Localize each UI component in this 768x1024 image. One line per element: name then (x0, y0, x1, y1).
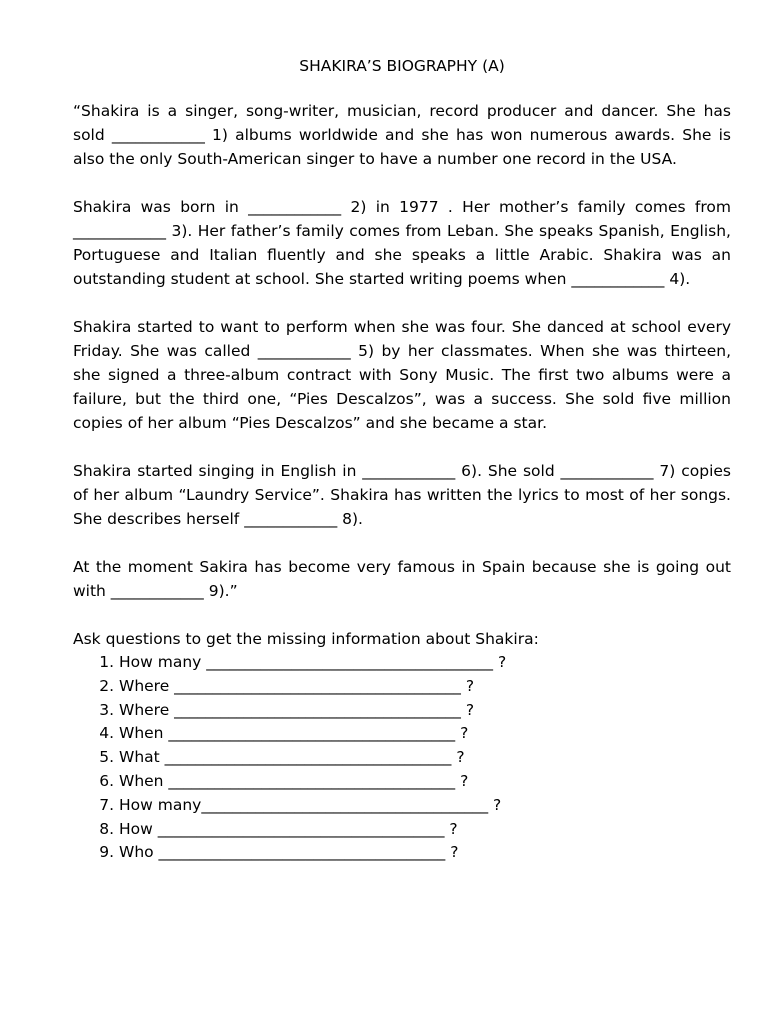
paragraph-1: “Shakira is a singer, song-writer, musician, record producer and dancer. She has sold ____________ 1) albums worldwide and she has won numerous awards. She is also the only South-American singer to have a number one record in the USA. (73, 102, 731, 168)
paragraph-3: Shakira started to want to perform when she was four. She danced at school every Friday. She was called ____________ 5) by her classmates. When she was thirteen, she signed a three-album contract with Sony Music. The first two albums were a failure, but the third one, “Pies Descalzos”, was a success. She sold five million copies of her album “Pies Descalzos” and she became a star. (73, 318, 731, 432)
paragraph-2: Shakira was born in ____________ 2) in 1977 . Her mother’s family comes from ____________ 3). Her father’s family comes from Leban. She speaks Spanish, English, Portuguese and Italian fluently and she speaks a little Arabic. Shakira was an outstanding student at school. She started writing poems when ____________ 4). (73, 198, 731, 288)
question-item: 6. When _____________________________________ ? (119, 770, 731, 794)
question-item: 4. When _____________________________________ ? (119, 722, 731, 746)
question-item: 9. Who _____________________________________ ? (119, 841, 731, 865)
question-item: 8. How _____________________________________ ? (119, 818, 731, 842)
questions-intro: Ask questions to get the missing information about Shakira: (73, 630, 539, 648)
question-item: 2. Where _____________________________________ ? (119, 675, 731, 699)
question-item: 1. How many _____________________________________ ? (119, 651, 731, 675)
worksheet-page (73, 54, 731, 865)
questions-list (73, 651, 731, 865)
page-title: SHAKIRA’S BIOGRAPHY (A) (299, 57, 505, 75)
question-item: 7. How many_____________________________________ ? (119, 794, 731, 818)
paragraph-4: Shakira started singing in English in ____________ 6). She sold ____________ 7) copies of her album “Laundry Service”. Shakira has written the lyrics to most of her songs. She describes herself ____________ 8). (73, 462, 731, 528)
question-item: 5. What _____________________________________ ? (119, 746, 731, 770)
paragraph-5: At the moment Sakira has become very famous in Spain because she is going out with ____________ 9).” (73, 558, 731, 600)
question-item: 3. Where _____________________________________ ? (119, 699, 731, 723)
